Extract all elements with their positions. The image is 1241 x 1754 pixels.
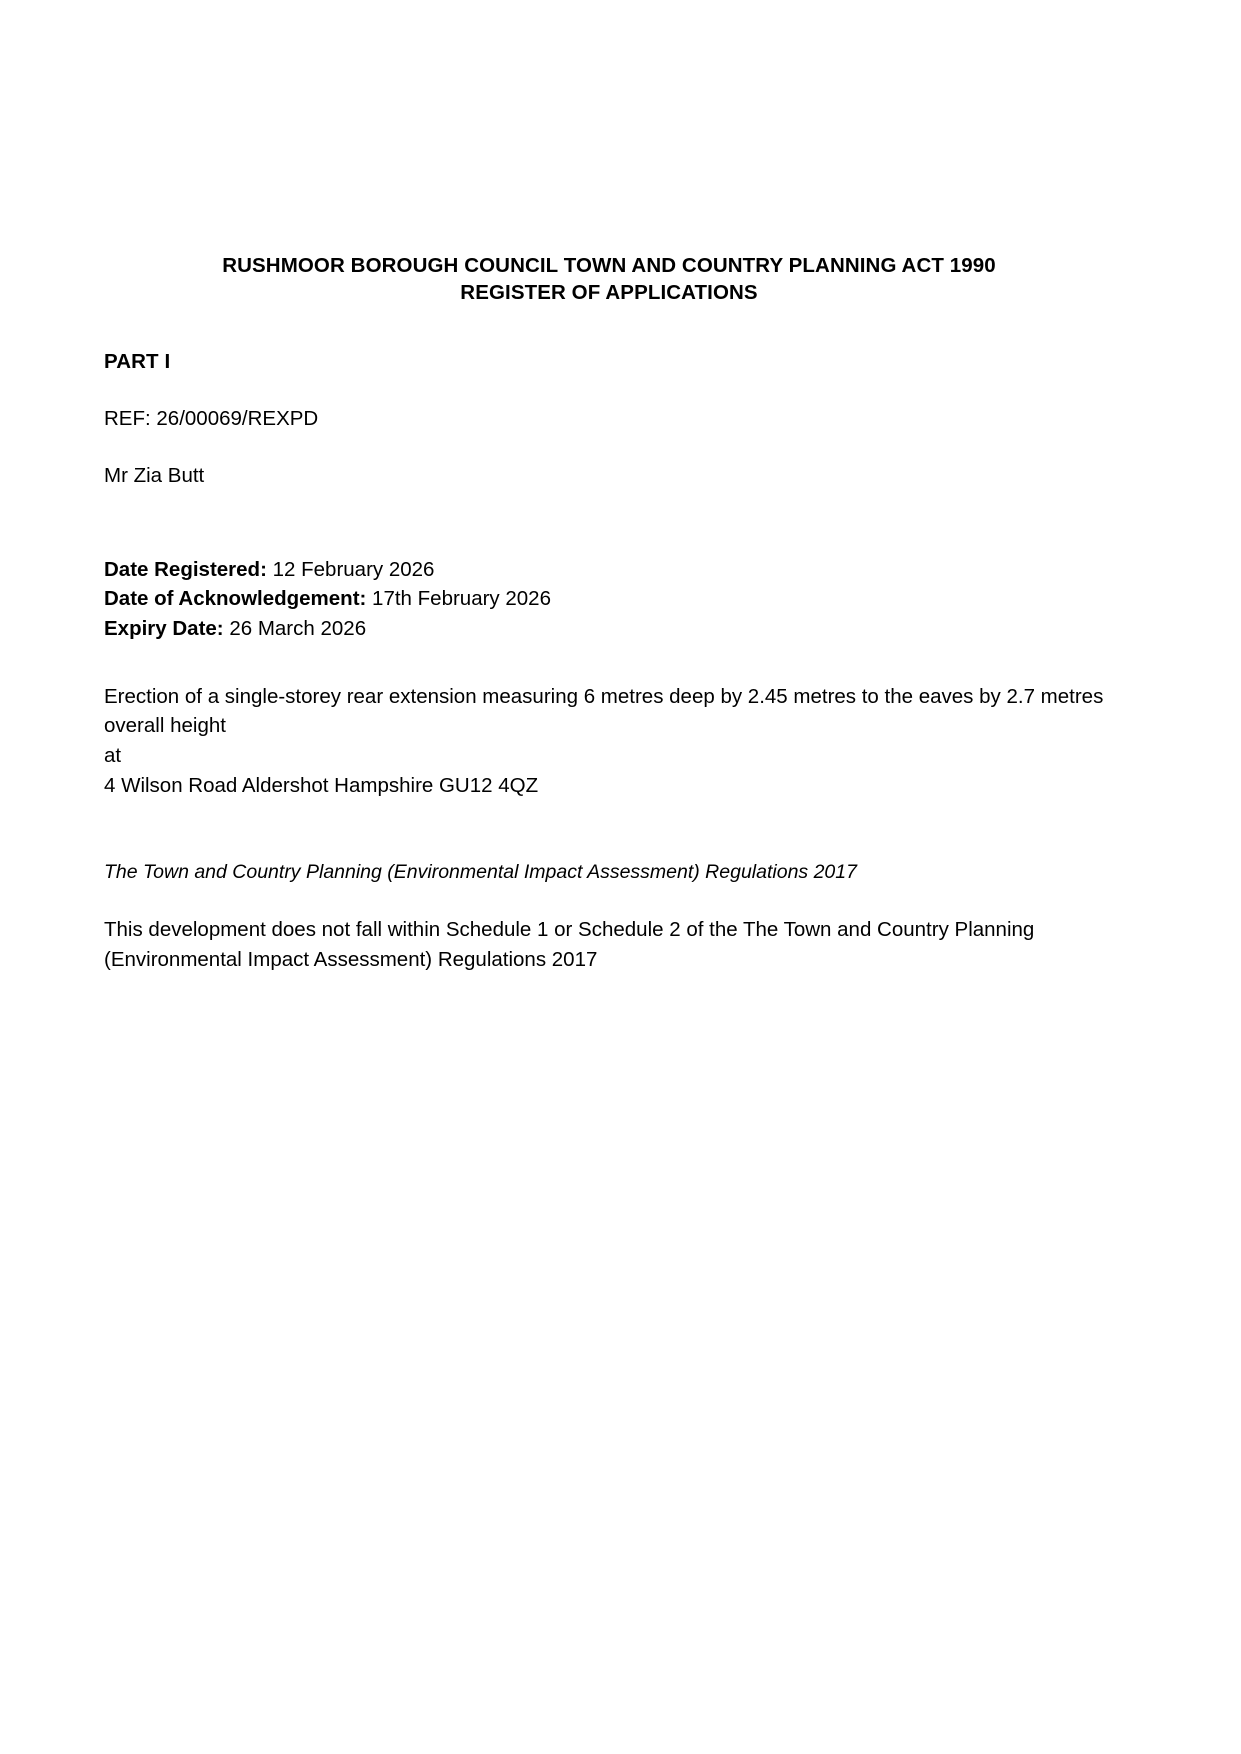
- proposal-at-label: at: [104, 744, 122, 768]
- date-registered-value: 12 February 2026: [266, 557, 435, 581]
- document-title-line-1: RUSHMOOR BOROUGH COUNCIL TOWN AND COUNTRY PLANNING ACT 1990: [222, 254, 996, 277]
- applicant-name: Mr Zia Butt: [104, 463, 205, 487]
- expiry-date-value: 26 March 2026: [223, 616, 367, 640]
- proposal-block: [104, 682, 1109, 801]
- date-acknowledgement-label: Date of Acknowledgement:: [104, 587, 367, 611]
- application-reference: REF: 26/00069/REXPD: [104, 406, 319, 430]
- document-title-line-2: REGISTER OF APPLICATIONS: [460, 281, 758, 305]
- part-heading: PART I: [104, 349, 171, 373]
- date-registered-row: [104, 555, 1114, 585]
- regulations-heading: The Town and Country Planning (Environmental Impact Assessment) Regulations 2017: [104, 860, 857, 883]
- expiry-date-label: Expiry Date:: [104, 616, 224, 640]
- regulations-statement: This development does not fall within Schedule 1 or Schedule 2 of the The Town and Country Planning (Environmental Impact Assessment) Regulations 2017: [104, 917, 1035, 971]
- document-content: [104, 252, 1114, 974]
- expiry-date-row: [104, 614, 1114, 644]
- date-acknowledgement-value: 17th February 2026: [366, 587, 551, 611]
- date-acknowledgement-row: [104, 584, 1114, 614]
- date-registered-label: Date Registered:: [104, 557, 267, 581]
- dates-block: [104, 555, 1114, 644]
- document-title: [104, 252, 1114, 307]
- proposal-description: Erection of a single-storey rear extension measuring 6 metres deep by 2.45 metres to the eaves by 2.7 metres overall height: [104, 684, 1104, 738]
- proposal-address: 4 Wilson Road Aldershot Hampshire GU12 4QZ: [104, 773, 539, 797]
